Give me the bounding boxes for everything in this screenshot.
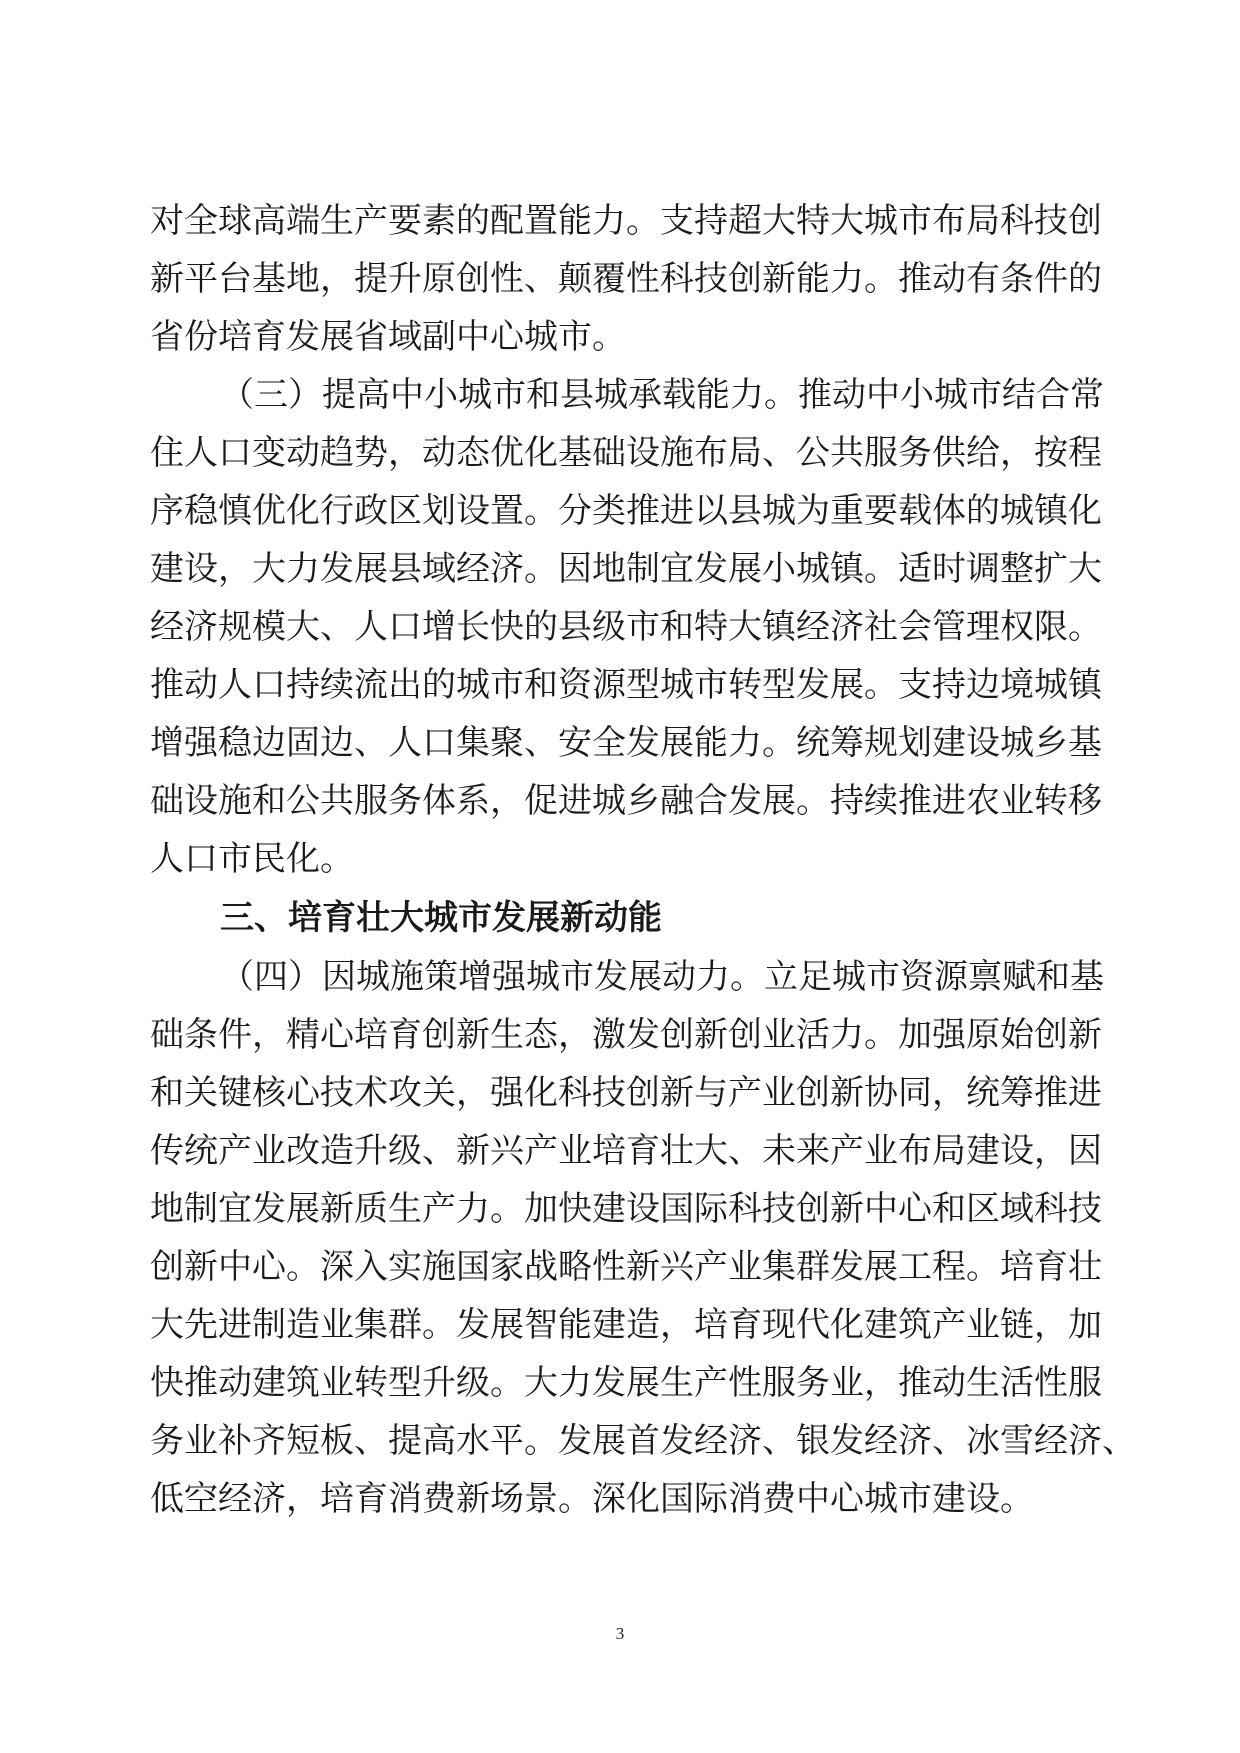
text-line: 快推动建筑业转型升级。大力发展生产性服务业，推动生活性服 (150, 1363, 1102, 1403)
text-line: 经济规模大、人口增长快的县级市和特大镇经济社会管理权限。 (150, 607, 1102, 647)
text-line: 建设，大力发展县域经济。因地制宜发展小城镇。适时调整扩大 (150, 549, 1102, 589)
text-line: 序稳慎优化行政区划设置。分类推进以县城为重要载体的城镇化 (150, 491, 1102, 531)
text-line: 人口市民化。 (150, 839, 354, 879)
text-line: 地制宜发展新质生产力。加快建设国际科技创新中心和区域科技 (150, 1189, 1102, 1229)
text-line: 大先进制造业集群。发展智能建造，培育现代化建筑产业链，加 (150, 1305, 1102, 1345)
text-line: 低空经济，培育消费新场景。深化国际消费中心城市建设。 (150, 1479, 1034, 1519)
text-line: 增强稳边固边、人口集聚、安全发展能力。统筹规划建设城乡基 (150, 723, 1102, 763)
text-line: 推动人口持续流出的城市和资源型城市转型发展。支持边境城镇 (150, 665, 1102, 705)
text-line: 和关键核心技术攻关，强化科技创新与产业创新协同，统筹推进 (150, 1073, 1102, 1113)
section-3-first-line: （三）提高中小城市和县城承载能力。推动中小城市结合常 (220, 375, 1104, 415)
section-4-first-line: （四）因城施策增强城市发展动力。立足城市资源禀赋和基 (220, 957, 1104, 997)
text-line: 新平台基地，提升原创性、颠覆性科技创新能力。推动有条件的 (150, 259, 1102, 299)
text-line: 住人口变动趋势，动态优化基础设施布局、公共服务供给，按程 (150, 433, 1102, 473)
text-line: 础条件，精心培育创新生态，激发创新创业活力。加强原始创新 (150, 1015, 1102, 1055)
text-line: 传统产业改造升级、新兴产业培育壮大、未来产业布局建设，因 (150, 1131, 1102, 1171)
page-number: 3 (615, 1624, 625, 1643)
text-line: 础设施和公共服务体系，促进城乡融合发展。持续推进农业转移 (150, 781, 1102, 821)
section-heading: 三、培育壮大城市发展新动能 (220, 898, 662, 938)
text-line: 务业补齐短板、提高水平。发展首发经济、银发经济、冰雪经济、 (150, 1421, 1136, 1461)
text-line: 省份培育发展省域副中心城市。 (150, 317, 626, 357)
text-line: 创新中心。深入实施国家战略性新兴产业集群发展工程。培育壮 (150, 1247, 1102, 1287)
text-line: 对全球高端生产要素的配置能力。支持超大特大城市布局科技创 (150, 201, 1102, 241)
